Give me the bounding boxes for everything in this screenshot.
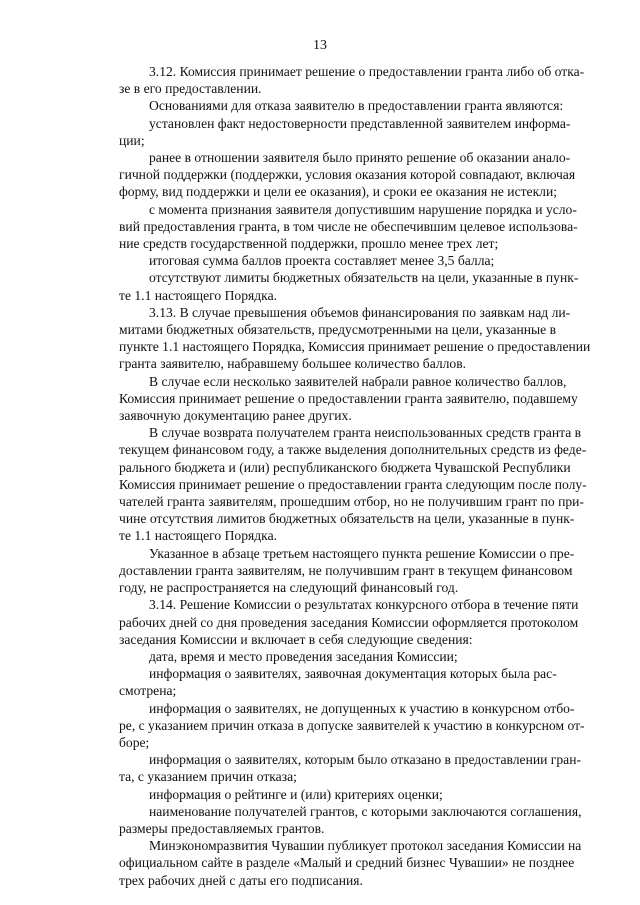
paragraph-ground-false-info: установлен факт недостоверности представленной заявителем информа- ции; <box>119 115 571 148</box>
paragraph-3-12: 3.12. Комиссия принимает решение о предоставлении гранта либо об отка- зе в его предоставлении. <box>119 64 585 97</box>
paragraph-protocol-date: дата, время и место проведения заседания Комиссии; <box>149 648 458 664</box>
paragraph-protocol-reviewed: информация о заявителях, заявочная документация которых была рас- смотрена; <box>119 666 557 699</box>
paragraph-protocol-rating: информация о рейтинге и (или) критериях оценки; <box>149 786 443 802</box>
paragraph-ground-violation: с момента признания заявителя допустившим нарушение порядка и усло- вий предоставления гранта, в том числе не обеспечившим целевое использова- ние средств государственной поддержки, прошло менее трех лет; <box>119 201 578 252</box>
paragraph-decision-scope: Указанное в абзаце третьем настоящего пункта решение Комиссии о пре- доставлении гранта заявителям, не получившим грант в текущем финансовом году, не распространяется на следующий финансовый год. <box>119 545 575 596</box>
paragraph-grant-return: В случае возврата получателем гранта неиспользованных средств гранта в текущем финансовом году, а также выделения дополнительных средств из феде- рального бюджета и (или) республиканского бюджета Чувашской Республики Комиссия принимает решение о предоставлении гранта следующим после полу- чателей гранта заявителям, прошедшим отбор, но не получившим грант по при- чине отсутствия лимитов бюджетных обязательств на цели, указанные в пунк- те 1.1 настоящего Порядка. <box>119 425 587 544</box>
paragraph-protocol-recipients: наименование получателей грантов, с которыми заключаются соглашения, размеры предоставляемых грантов. <box>119 803 582 836</box>
page-number: 13 <box>313 38 327 53</box>
paragraph-protocol-refused: информация о заявителях, которым было отказано в предоставлении гран- та, с указанием причин отказа; <box>119 752 582 785</box>
paragraph-3-14: 3.14. Решение Комиссии о результатах конкурсного отбора в течение пяти рабочих дней со дня проведения заседания Комиссии оформляется протоколом заседания Комиссии и включает в себя следующие сведения: <box>119 597 579 647</box>
paragraph-ground-score: итоговая сумма баллов проекта составляет менее 3,5 балла; <box>149 253 495 269</box>
paragraph-refusal-grounds: Основаниями для отказа заявителю в предоставлении гранта являются: <box>149 98 564 114</box>
paragraph-3-13: 3.13. В случае превышения объемов финансирования по заявкам над ли- митами бюджетных обязательств, предусмотренными на цели, указанные в пункте 1.1 настоящего Порядка, Комиссия принимает решение о предоставлении гранта заявителю, набравшему большее количество баллов. <box>119 304 591 372</box>
paragraph-equal-scores: В случае если несколько заявителей набрали равное количество баллов, Комиссия принимает решение о предоставлении гранта заявителю, подавшему заявочную документацию ранее других. <box>119 373 578 424</box>
paragraph-protocol-not-admitted: информация о заявителях, не допущенных к участию в конкурсном отбо- ре, с указанием причин отказа в допуске заявителей к участию в конкурсном от- боре; <box>119 700 585 750</box>
paragraph-ground-no-limits: отсутствуют лимиты бюджетных обязательств на цели, указанные в пунк- те 1.1 настоящего Порядка. <box>119 270 579 303</box>
document-body <box>119 63 591 889</box>
paragraph-ground-prior-support: ранее в отношении заявителя было принято решение об оказании анало- гичной поддержки (поддержки, условия оказания которой совпадают, включая форму, вид поддержки и цели ее оказания), и сроки ее оказания не истекли; <box>119 150 576 200</box>
paragraph-publication: Минэкономразвития Чувашии публикует протокол заседания Комиссии на официальном сайте в разделе «Малый и средний бизнес Чувашии» не позднее трех рабочих дней с даты его подписания. <box>119 838 582 888</box>
